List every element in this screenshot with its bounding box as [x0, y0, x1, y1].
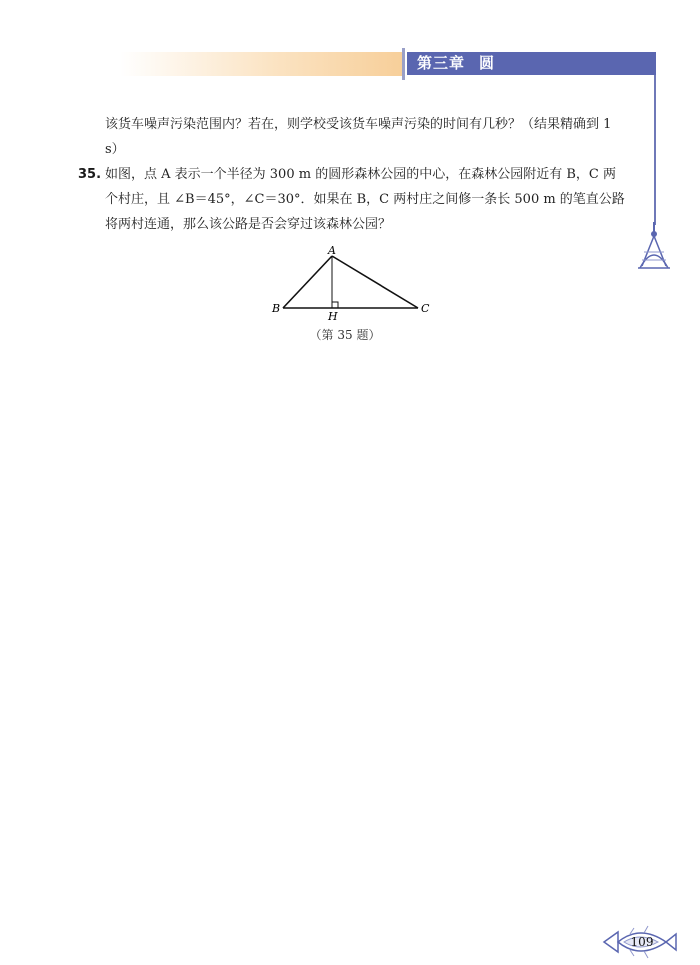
question-35-text: 如图，点 A 表示一个半径为 300 m 的圆形森林公园的中心，在森林公园附近有 B，C 两个村庄，且 ∠B＝45°，∠C＝30°．如果在 B，C 两村庄之间修一条长 500 m 的笔直公路将两村连通，那么该公路是否会穿过该森林公园？	[105, 167, 625, 232]
header-gradient-bar	[120, 52, 402, 76]
header-divider	[402, 48, 405, 80]
label-a: A	[328, 244, 336, 257]
continuation-text: 该货车噪声污染范围内？若在，则学校受该货车噪声污染的时间有几秒？（结果精确到 1 s）	[105, 117, 612, 157]
chapter-topic: 圆	[479, 54, 496, 72]
figure-caption: （第 35 题）	[309, 328, 381, 342]
chapter-label: 第三章	[417, 54, 466, 72]
page-number: 109	[630, 935, 654, 949]
side-ab	[283, 256, 332, 308]
triangle-figure	[268, 244, 438, 322]
side-ac	[332, 256, 418, 308]
label-c: C	[421, 302, 430, 315]
label-b: B	[272, 302, 281, 315]
right-angle-mark	[332, 302, 338, 308]
question-number: 35.	[78, 167, 102, 182]
margin-line	[654, 75, 656, 225]
chapter-header	[407, 52, 656, 75]
label-h: H	[328, 310, 338, 322]
compass-icon	[634, 222, 674, 274]
